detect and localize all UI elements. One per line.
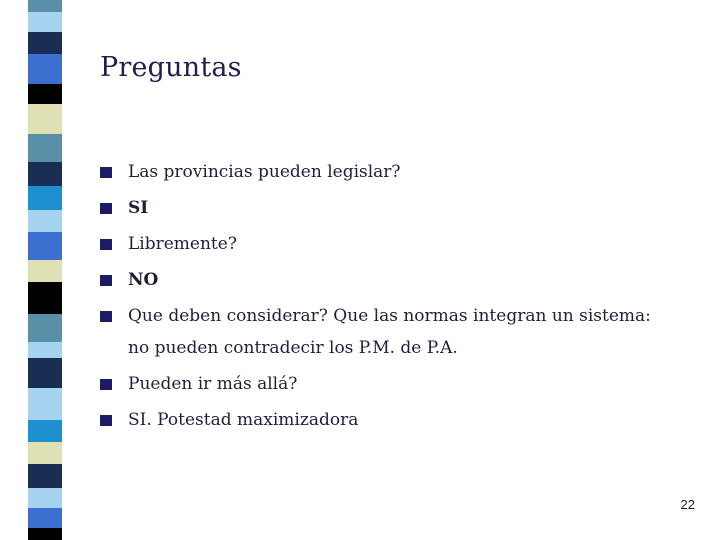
bullet-text: SI. Potestad maximizadora xyxy=(128,410,359,430)
bullet-item xyxy=(100,366,660,402)
square-bullet-icon xyxy=(100,203,112,214)
bullet-list xyxy=(100,154,660,438)
square-bullet-icon xyxy=(100,275,112,286)
page-number: 22 xyxy=(680,497,695,512)
bullet-text: SI xyxy=(128,198,149,218)
square-bullet-icon xyxy=(100,239,112,250)
square-bullet-icon xyxy=(100,379,112,390)
bullet-item xyxy=(100,154,660,190)
decorative-stripe xyxy=(0,0,92,540)
bullet-item xyxy=(100,402,660,438)
bullet-item xyxy=(100,298,660,366)
slide-title: Preguntas xyxy=(100,52,242,83)
bullet-text: Libremente? xyxy=(128,234,237,254)
bullet-text: NO xyxy=(128,270,159,290)
square-bullet-icon xyxy=(100,415,112,426)
bullet-item xyxy=(100,226,660,262)
square-bullet-icon xyxy=(100,167,112,178)
bullet-text: Las provincias pueden legislar? xyxy=(128,162,401,182)
bullet-text: Pueden ir más allá? xyxy=(128,374,298,394)
bullet-item xyxy=(100,190,660,226)
bullet-text: Que deben considerar? Que las normas integran un sistema: no pueden contradecir los P.M. de P.A. xyxy=(128,306,651,358)
square-bullet-icon xyxy=(100,311,112,322)
bullet-item xyxy=(100,262,660,298)
